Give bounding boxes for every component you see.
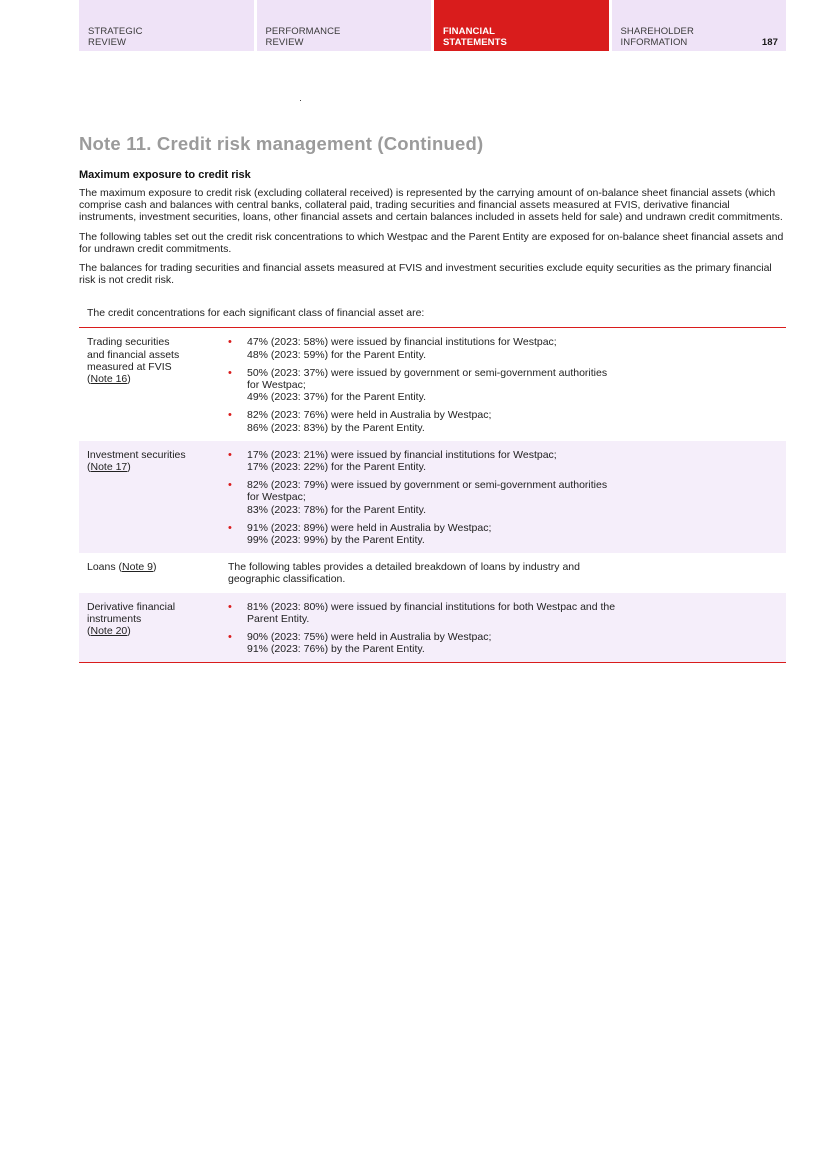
page-number: 187 (761, 37, 778, 48)
bullet-line: 99% (2023: 99%) by the Parent Entity. (247, 534, 425, 547)
bullet-line: • 17% (2023: 21%) were issued by financial institutions for Westpac; (247, 448, 557, 461)
tab-label: INFORMATION (620, 37, 688, 48)
tab-shareholder-information[interactable] (612, 0, 787, 51)
note-16-link[interactable]: Note 16 (90, 373, 128, 386)
bullet-item (228, 601, 786, 625)
note-title: Note 11. Credit risk management (Continued) (79, 133, 484, 154)
tab-financial-statements[interactable] (434, 0, 609, 51)
table-row (79, 441, 786, 553)
section-subtitle: Maximum exposure to credit risk (79, 169, 251, 181)
row-label: Loans (Note 9) (87, 561, 157, 574)
bullet-item (228, 336, 786, 360)
note-17-link[interactable]: Note 17 (90, 461, 128, 474)
bullet-item (228, 631, 786, 655)
note-content (79, 133, 786, 663)
tab-label: SHAREHOLDER (620, 26, 694, 37)
label-line: instruments (87, 612, 142, 625)
tab-label: STRATEGIC (88, 26, 143, 37)
label-line: Investment securities (87, 448, 186, 461)
row-label (79, 593, 228, 663)
bullet-line: • 81% (2023: 80%) were issued by financial institutions for both Westpac and the (247, 600, 616, 613)
bullet-line: for Westpac; (247, 379, 306, 392)
paragraph: The balances for trading securities and financial assets measured at FVIS and investment securities exclude equity securities as the primary financial risk is not credit risk. (79, 262, 772, 287)
row-details (228, 441, 786, 553)
bullet-line: Parent Entity. (247, 612, 310, 625)
bullet-line: 49% (2023: 37%) for the Parent Entity. (247, 391, 426, 404)
note-reference: (Note 17) (87, 461, 131, 474)
tab-label: PERFORMANCE (265, 26, 341, 37)
label-line: Trading securities (87, 336, 170, 349)
bullet-line: 83% (2023: 78%) for the Parent Entity. (247, 503, 426, 516)
row-text-line: geographic classification. (228, 573, 346, 586)
row-details (228, 328, 786, 441)
bullet-line: • 90% (2023: 75%) were held in Australia by Westpac; (247, 631, 492, 644)
row-text-line: The following tables provides a detailed breakdown of loans by industry and (228, 561, 580, 574)
row-details (228, 593, 786, 663)
section-tabs (79, 0, 786, 51)
table-row (79, 328, 786, 441)
row-label (79, 441, 228, 553)
note-reference: (Note 16) (87, 373, 131, 386)
bullet-line: • 82% (2023: 79%) were issued by government or semi-government authorities (247, 479, 608, 492)
paragraph: The following tables set out the credit risk concentrations to which Westpac and the Parent Entity are exposed for on-balance sheet financial assets and for undrawn credit commitments. (79, 230, 784, 255)
stray-dot (300, 100, 301, 101)
label-line: and financial assets (87, 348, 180, 361)
tab-strategic-review[interactable] (79, 0, 254, 51)
bullet-item (228, 522, 786, 546)
row-label (79, 328, 228, 441)
credit-concentration-table (79, 327, 786, 663)
bullet-item (228, 449, 786, 473)
tab-performance-review[interactable] (257, 0, 432, 51)
bullet-line: for Westpac; (247, 491, 306, 504)
tab-label: REVIEW (265, 37, 304, 48)
label-prefix: Loans ( (87, 561, 123, 574)
bullet-line: • 91% (2023: 89%) were held in Australia by Westpac; (247, 521, 492, 534)
bullet-item (228, 409, 786, 433)
bullet-item (228, 367, 786, 404)
label-line: Derivative financial (87, 600, 176, 613)
note-9-link[interactable]: Note 9 (122, 561, 153, 574)
bullet-line: 91% (2023: 76%) by the Parent Entity. (247, 643, 425, 656)
bullet-line: • 82% (2023: 76%) were held in Australia by Westpac; (247, 409, 492, 422)
bullet-line: • 50% (2023: 37%) were issued by government or semi-government authorities (247, 366, 608, 379)
table-row (79, 593, 786, 663)
tab-label: STATEMENTS (443, 37, 507, 48)
label-line: measured at FVIS (87, 360, 172, 373)
bullet-line: 86% (2023: 83%) by the Parent Entity. (247, 421, 425, 434)
note-20-link[interactable]: Note 20 (90, 625, 128, 638)
table-row (79, 553, 786, 592)
table-intro: The credit concentrations for each significant class of financial asset are: (87, 307, 425, 320)
note-reference: (Note 20) (87, 625, 131, 638)
row-details (228, 553, 786, 592)
bullet-line: 48% (2023: 59%) for the Parent Entity. (247, 348, 426, 361)
paragraph: The maximum exposure to credit risk (excluding collateral received) is represented by the carrying amount of on-balance sheet financial assets (which comprise cash and balances with central banks, collateral paid, trading securities and financial assets measured at FVIS, derivative financial instruments, investment securities, loans, other financial assets and certain balances included in assets held for sale) and undrawn credit commitments. (79, 187, 783, 224)
tab-label: FINANCIAL (443, 26, 496, 37)
tab-label: REVIEW (88, 37, 127, 48)
bullet-line: 17% (2023: 22%) for the Parent Entity. (247, 461, 426, 474)
bullet-item (228, 479, 786, 516)
bullet-line: • 47% (2023: 58%) were issued by financial institutions for Westpac; (247, 336, 557, 349)
